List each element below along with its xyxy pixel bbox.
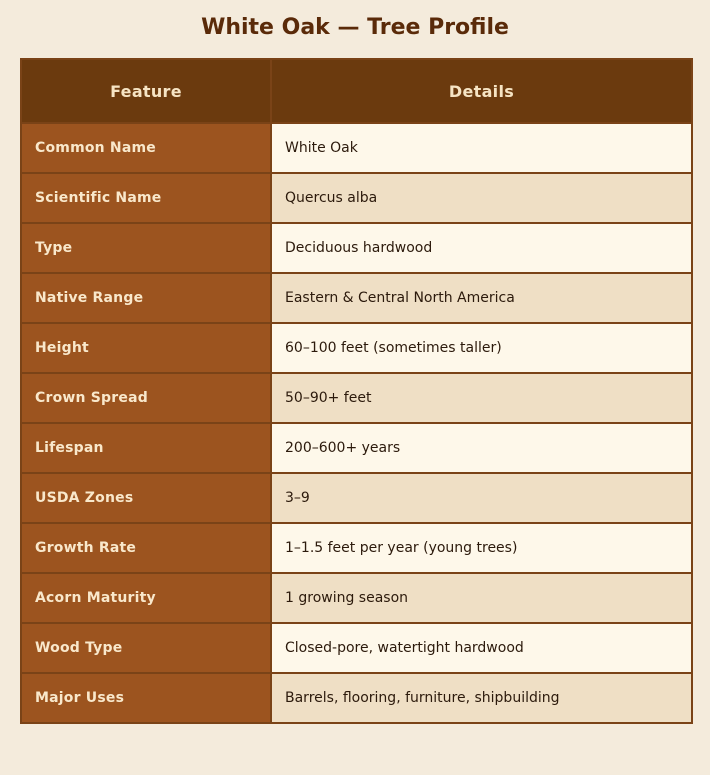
details-cell: 1 growing season	[271, 573, 692, 623]
table-body	[21, 123, 692, 723]
table-header	[21, 59, 692, 123]
feature-cell: Height	[21, 323, 271, 373]
table-row	[21, 123, 692, 173]
feature-cell: Crown Spread	[21, 373, 271, 423]
feature-cell: Major Uses	[21, 673, 271, 723]
feature-cell: Common Name	[21, 123, 271, 173]
table-row	[21, 623, 692, 673]
feature-cell: Type	[21, 223, 271, 273]
feature-cell: Lifespan	[21, 423, 271, 473]
details-cell: 1–1.5 feet per year (young trees)	[271, 523, 692, 573]
table-row	[21, 173, 692, 223]
details-cell: Eastern & Central North America	[271, 273, 692, 323]
table-row	[21, 223, 692, 273]
table-row	[21, 273, 692, 323]
header-row	[21, 59, 692, 123]
table-row	[21, 423, 692, 473]
table-row	[21, 673, 692, 723]
page-title: White Oak — Tree Profile	[201, 15, 509, 40]
details-cell: 60–100 feet (sometimes taller)	[271, 323, 692, 373]
feature-cell: Scientific Name	[21, 173, 271, 223]
details-cell: 50–90+ feet	[271, 373, 692, 423]
table-row	[21, 473, 692, 523]
column-header-feature: Feature	[21, 59, 271, 123]
feature-cell: Growth Rate	[21, 523, 271, 573]
details-cell: White Oak	[271, 123, 692, 173]
details-cell: Barrels, flooring, furniture, shipbuilding	[271, 673, 692, 723]
feature-cell: Wood Type	[21, 623, 271, 673]
feature-cell: USDA Zones	[21, 473, 271, 523]
table-row	[21, 573, 692, 623]
details-cell: Quercus alba	[271, 173, 692, 223]
details-cell: 200–600+ years	[271, 423, 692, 473]
table-row	[21, 523, 692, 573]
details-cell: Closed-pore, watertight hardwood	[271, 623, 692, 673]
feature-cell: Native Range	[21, 273, 271, 323]
table-row	[21, 373, 692, 423]
feature-cell: Acorn Maturity	[21, 573, 271, 623]
details-cell: Deciduous hardwood	[271, 223, 692, 273]
details-cell: 3–9	[271, 473, 692, 523]
column-header-details: Details	[271, 59, 692, 123]
tree-profile-table	[20, 58, 693, 724]
table-row	[21, 323, 692, 373]
